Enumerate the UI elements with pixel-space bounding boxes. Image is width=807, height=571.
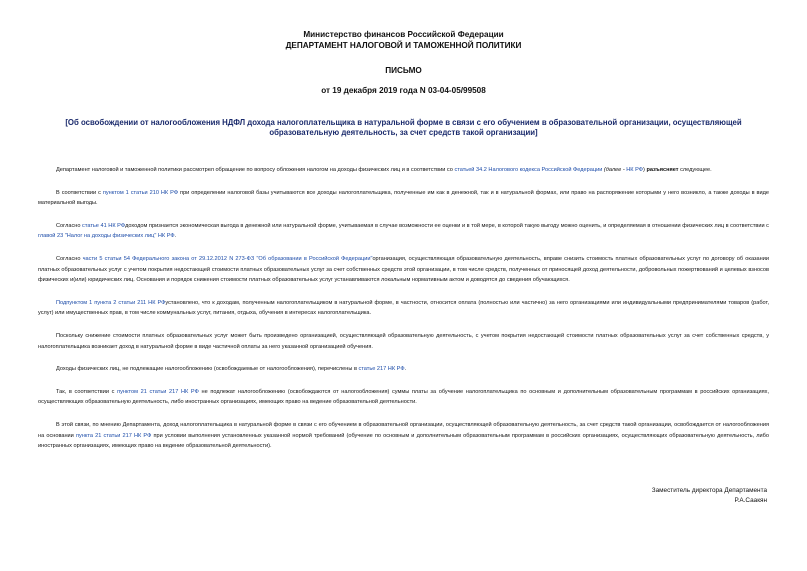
paragraph-text: Так, в соответствии с [56,388,118,395]
paragraph-text: (далее - [602,167,627,173]
document-type: ПИСЬМО [385,66,422,75]
paragraph-9 [38,420,769,452]
link-education-law[interactable]: части 5 статьи 54 Федерального закона от 29.12.2012 N 273-ФЗ "Об образовании в Российской Федерации" [82,255,373,262]
ministry-name: Министерство финансов Российской Федерации [303,30,504,39]
paragraph-1 [38,165,769,176]
link-chapter-23[interactable]: главой 23 "Налог на доходы физических лиц" НК РФ [38,233,175,240]
paragraph-5 [38,298,769,319]
paragraph-text: Согласно [56,255,83,262]
signature-position: Заместитель директора Департамента [651,487,767,494]
paragraph-2 [38,188,769,209]
document-subject: [Об освобождении от налогообложения НДФЛ дохода налогоплательщика в натуральной форме в связи с его обучением в образовательной организации, осуществляющей образовательную деятельность, за счет средств такой организации] [65,118,742,137]
paragraph-6 [38,331,769,352]
paragraph-text: Согласно [56,222,83,229]
paragraph-text: организация, осуществляющая образовательную деятельность, вправе снизить стоимость платных образовательных услуг по договору об оказании платных образовательных услуг с учетом покрытия недостающей стоимости платных образовательных услуг за счет собственных средств этой организации, в том числе средств, полученных от приносящей доход деятельности, добровольных пожертвований и целевых взносов физических и(или) юридических лиц. Основания и порядок снижения стоимости платных образовательных услуг устанавливаются локальным нормативным актом и доводятся до сведения обучающихся. [38,255,769,284]
paragraph-text: . [404,366,407,373]
link-article-34-2[interactable]: статьей 34.2 Налогового кодекса Российской Федерации [454,167,603,173]
paragraph-text: не подлежат налогообложению (освобождаются от налогообложения) суммы платы за обучение налогоплательщика по основным и дополнительным образовательным программам в российских организациях, осуществляющих образовательную деятельность, либо иностранных организациях, имеющих право на ведение образовательной деятельности. [38,388,769,406]
paragraph-8 [38,387,769,408]
paragraph-text: Доходы физических лиц, не подлежащие налогообложению (освобождаемые от налогообложения), перечислены в [56,366,359,373]
link-article-217[interactable]: статье 217 НК РФ [358,366,405,373]
department-name: ДЕПАРТАМЕНТ НАЛОГОВОЙ И ТАМОЖЕННОЙ ПОЛИТИКИ [285,41,522,50]
paragraph-text: при определении налоговой базы учитываются все доходы налогоплательщика, полученные им как в денежной, так и в натуральной формах, или право на распоряжение которыми у него возникло, а также доходы в виде материальной выгоды. [38,189,769,207]
signature-name: Р.А.Саакян [734,497,767,504]
link-article-217-p21-second[interactable]: пункта 21 статьи 217 НК РФ [75,432,152,439]
paragraph-4 [38,254,769,286]
paragraph-text: ) [643,167,647,173]
link-article-211[interactable]: Подпунктом 1 пункта 2 статьи 211 НК РФ [56,299,166,306]
document-date-number: от 19 декабря 2019 года N 03-04-05/99508 [321,86,486,95]
paragraph-text: . [174,233,177,240]
link-article-217-p21[interactable]: пунктом 21 статьи 217 НК РФ [117,388,199,395]
paragraph-text: Департамент налоговой и таможенной политики рассмотрел обращение по вопросу обложения налогом на доходы физических лиц и в соответствии со [56,167,455,173]
paragraph-text: В этой связи, по мнению Департамента, доход налогоплательщика в натуральной форме в связи с его обучением в образовательной организации, осуществляющей образовательную деятельность, за счет средств такой организации, освобождается от налогообложения на основании [38,421,769,439]
paragraph-text: при условии выполнения установленных указанной нормой требований (обучение по основным и дополнительным образовательным программам в российских организациях, осуществляющих образовательную деятельность, либо иностранных организациях, имеющих право на ведение образовательной деятельности). [38,432,769,450]
paragraph-text: следующее. [678,167,712,173]
paragraph-7 [38,364,769,375]
link-article-41[interactable]: статье 41 НК РФ [82,222,126,229]
paragraph-text: установлено, что к доходам, полученным налогоплательщиком в натуральной форме, в частности, относится оплата (полностью или частично) за него организациями или индивидуальными предпринимателями товаров (работ, услуг) или имущественных прав, в том числе коммунальных услуг, питания, отдыха, обучения в интересах налогоплательщика. [38,299,770,317]
link-nk-rf[interactable]: НК РФ [626,167,644,173]
paragraph-3 [38,221,769,242]
link-article-210[interactable]: пунктом 1 статьи 210 НК РФ [102,189,179,196]
paragraph-text: Поскольку снижение стоимости платных образовательных услуг может быть произведено организацией, осуществляющей образовательную деятельность, с учетом покрытия недостающей стоимости платных образовательных услуг за счет собственных средств, у налогоплательщика возникает доход в натуральной форме в виде частичной оплаты за него указанной организацией обучения. [38,332,769,350]
letter-body [38,165,769,464]
paragraph-text: доходом признается экономическая выгода в денежной или натуральной форме, учитываемая в случае возможности ее оценки и в той мере, в которой такую выгоду можно оценить, и определяемая в отношении физических лиц в соответствии с [125,222,769,229]
bold-text: разъясняет [646,167,679,173]
paragraph-text: В соответствии с [56,189,103,196]
